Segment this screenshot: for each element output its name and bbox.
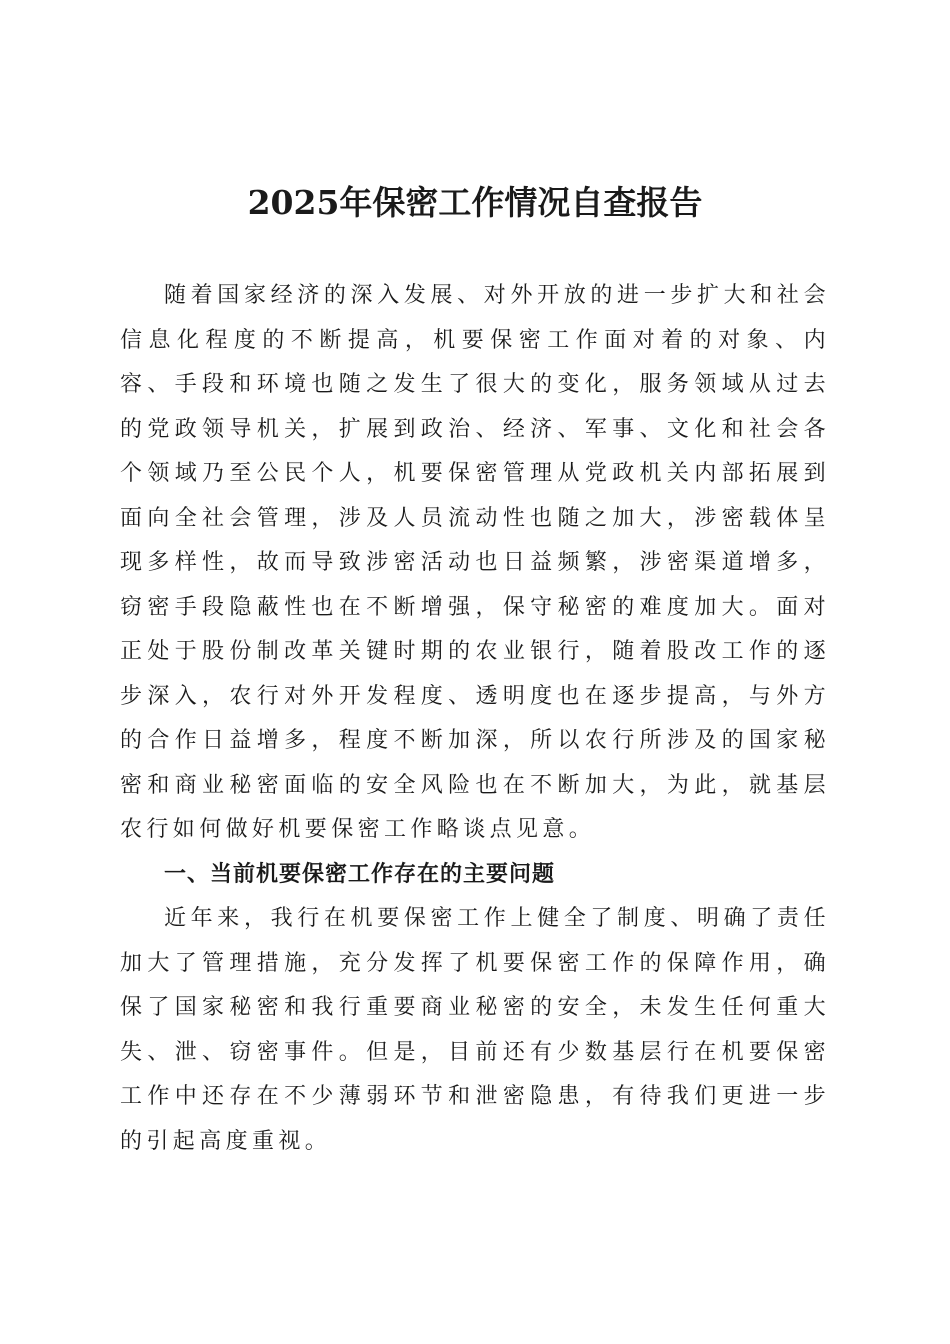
section-heading: 一、当前机要保密工作存在的主要问题: [164, 861, 556, 887]
paragraph-intro: 随着国家经济的深入发展、对外开放的进一步扩大和社会信息化程度的不断提高，机要保密工作面对着的对象、内容、手段和环境也随之发生了很大的变化，服务领域从过去的党政领导机关，扩展到政治、经济、军事、文化和社会各个领域乃至公民个人，机要保密管理从党政机关内部拓展到面向全社会管理，涉及人员流动性也随之加大，涉密载体呈现多样性，故而导致涉密活动也日益频繁，涉密渠道增多，窃密手段隐蔽性也在不断增强，保守秘密的难度加大。面对正处于股份制改革关键时期的农业银行，随着股改工作的逐步深入，农行对外开发程度、透明度也在逐步提高，与外方的合作日益增多，程度不断加深，所以农行所涉及的国家秘密和商业秘密面临的安全风险也在不断加大，为此，就基层农行如何做好机要保密工作略谈点见意。: [120, 283, 830, 842]
document-body: [120, 274, 830, 1164]
paragraph-problems: 近年来，我行在机要保密工作上健全了制度、明确了责任加大了管理措施，充分发挥了机要保密工作的保障作用，确保了国家秘密和我行重要商业秘密的安全，未发生任何重大失、泄、窃密事件。但是，目前还有少数基层行在机要保密工作中还存在不少薄弱环节和泄密隐患，有待我们更进一步的引起高度重视。: [120, 906, 830, 1154]
document-title: 2025年保密工作情况自查报告: [247, 183, 703, 222]
